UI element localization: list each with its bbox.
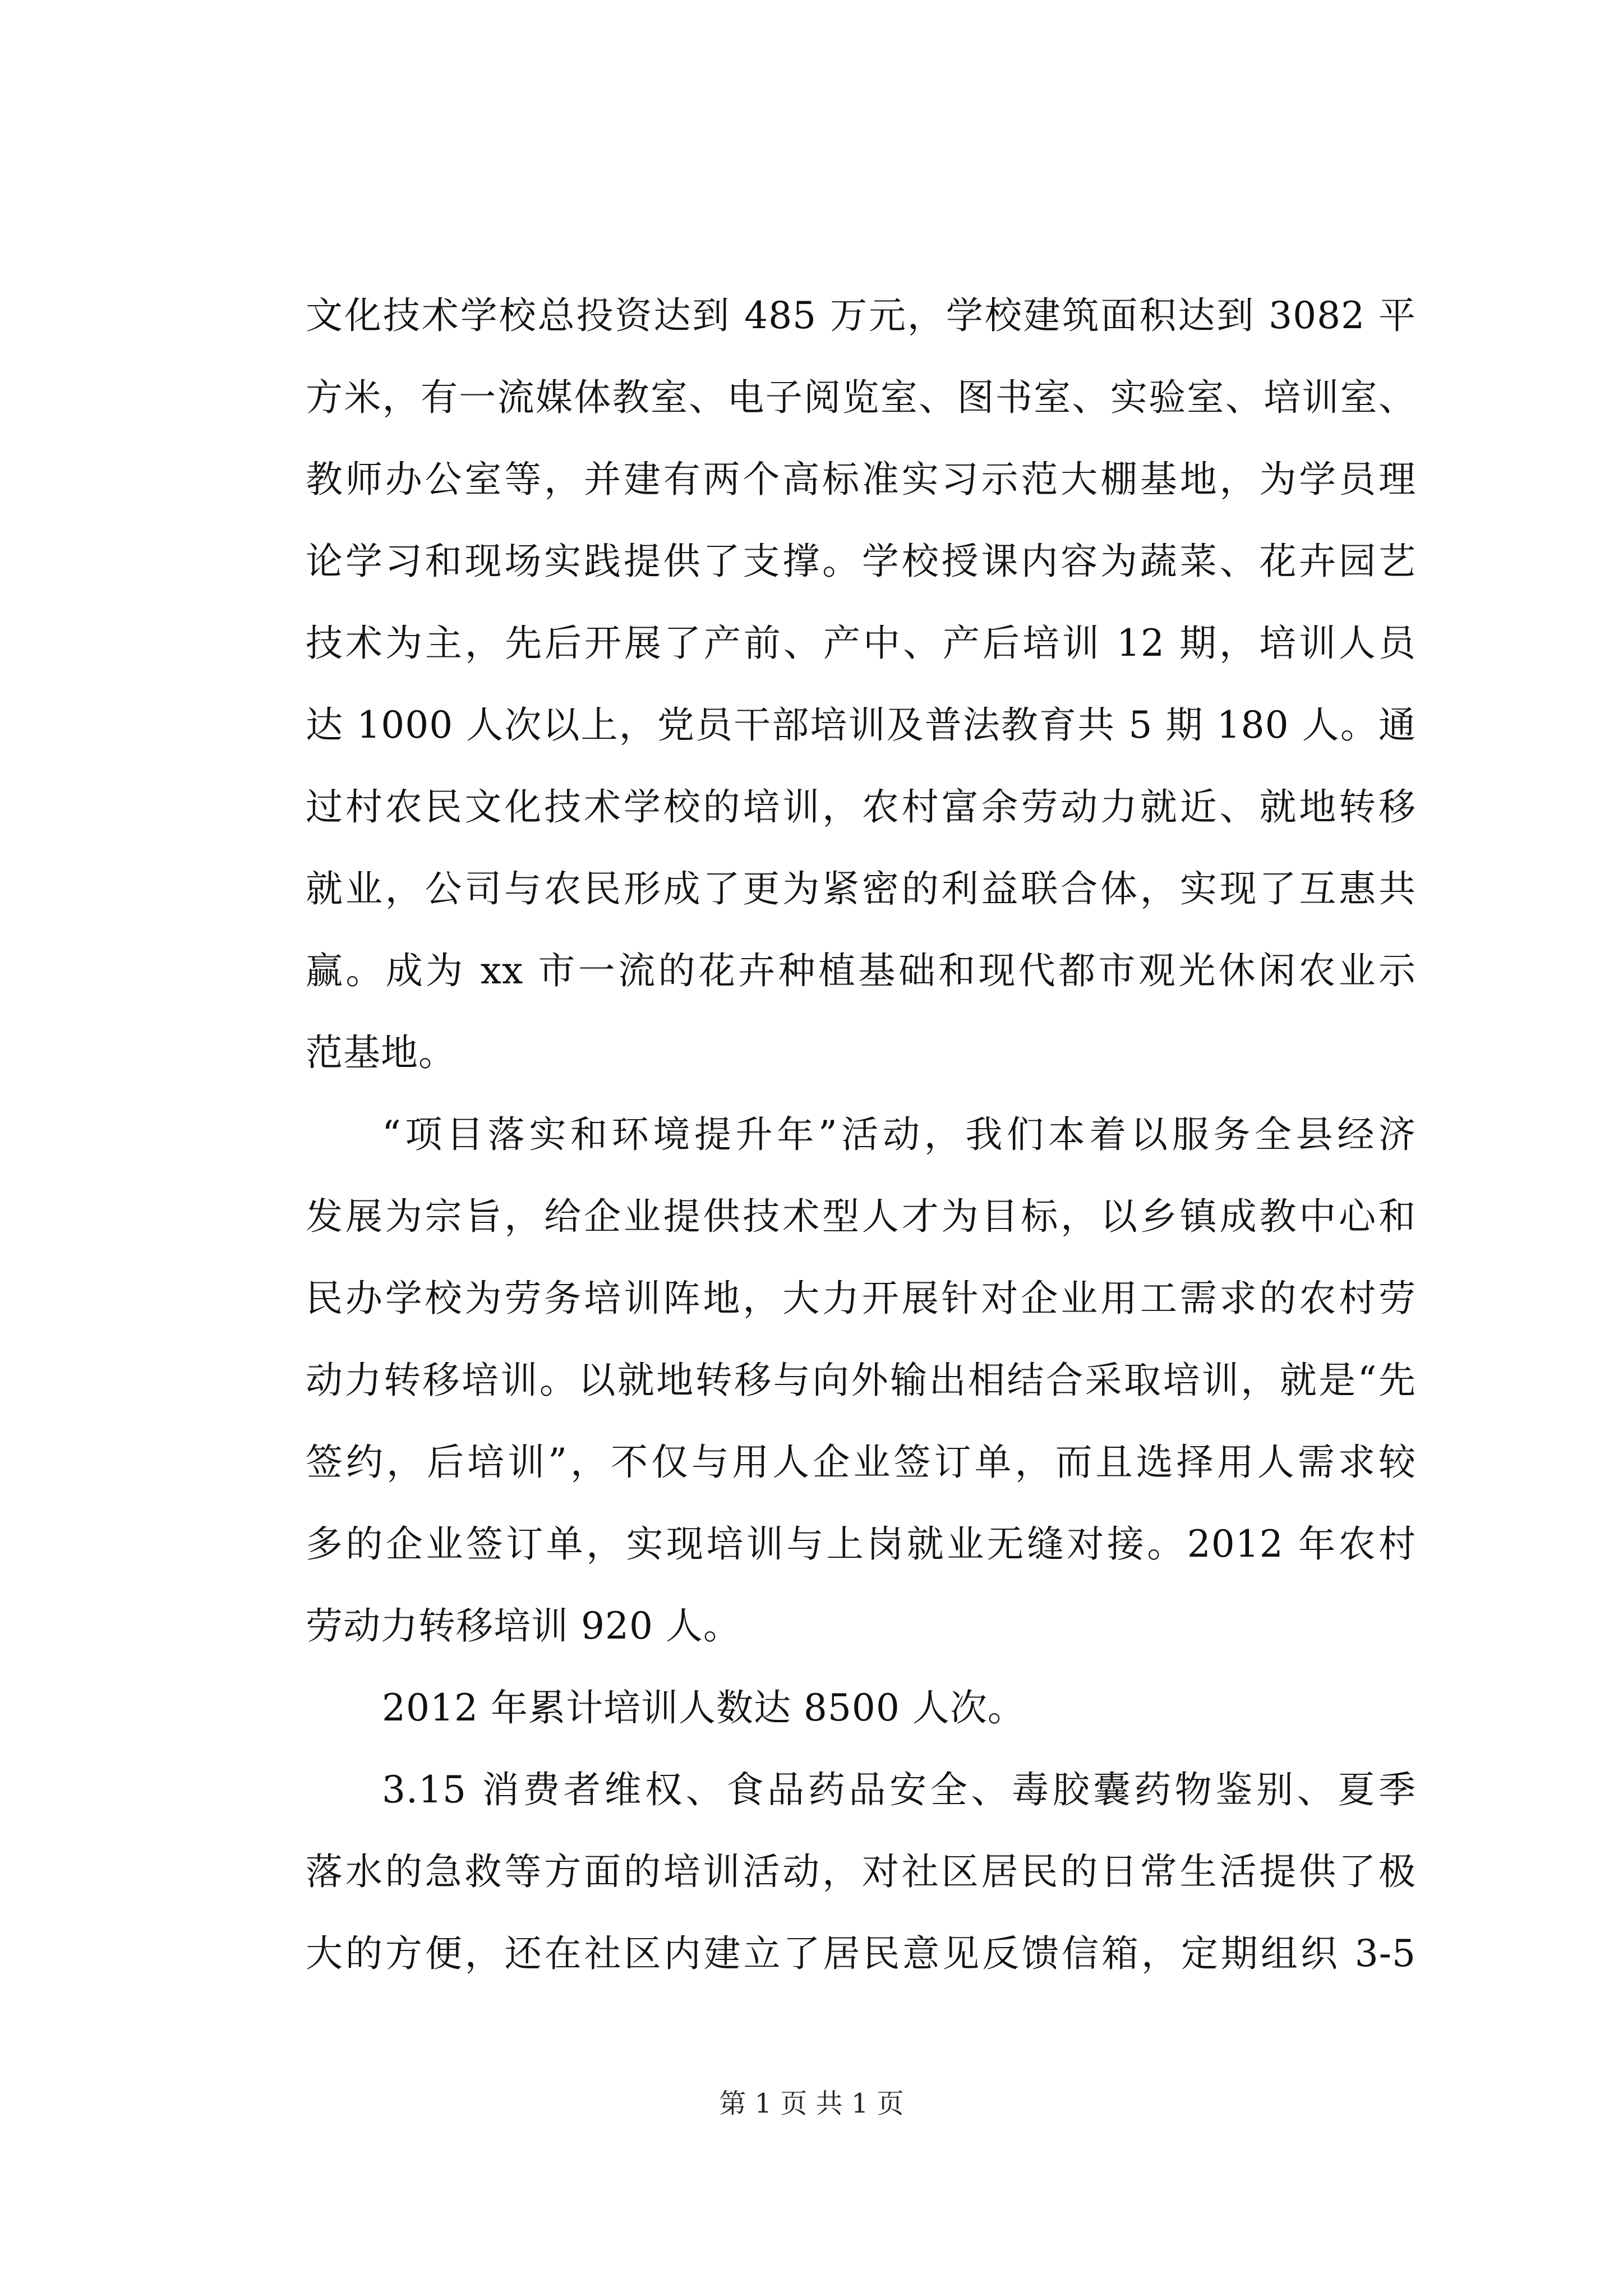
text-line: 赢。成为 xx 市一流的花卉种植基础和现代都市观光休闲农业示: [306, 949, 1416, 992]
text-line: 技术为主，先后开展了产前、产中、产后培训 12 期，培训人员: [306, 622, 1416, 665]
text-line: 落水的急救等方面的培训活动，对社区居民的日常生活提供了极: [306, 1850, 1416, 1893]
text-line: 民办学校为劳务培训阵地，大力开展针对企业用工需求的农村劳: [306, 1277, 1416, 1320]
paragraph-first-line: 2012 年累计培训人数达 8500 人次。: [382, 1686, 1025, 1729]
text-line: 就业，公司与农民形成了更为紧密的利益联合体，实现了互惠共: [306, 867, 1416, 910]
text-line: 签约，后培训”，不仅与用人企业签订单，而且选择用人需求较: [306, 1441, 1416, 1484]
paragraph-first-line: “项目落实和环境提升年”活动，我们本着以服务全县经济: [382, 1113, 1416, 1156]
text-line: 发展为宗旨，给企业提供技术型人才为目标，以乡镇成教中心和: [306, 1195, 1416, 1238]
text-line: 劳动力转移培训 920 人。: [306, 1604, 741, 1648]
document-body: [306, 275, 1416, 1995]
text-line: 动力转移培训。以就地转移与向外输出相结合采取培训，就是“先: [306, 1359, 1416, 1402]
paragraph-first-line: 3.15 消费者维权、食品药品安全、毒胶囊药物鉴别、夏季: [382, 1768, 1416, 1811]
text-line: 大的方便，还在社区内建立了居民意见反馈信箱，定期组织 3-5: [306, 1932, 1416, 1975]
text-line: 文化技术学校总投资达到 485 万元，学校建筑面积达到 3082 平: [306, 294, 1416, 337]
text-line: 教师办公室等，并建有两个高标准实习示范大棚基地，为学员理: [306, 458, 1416, 501]
text-line: 范基地。: [306, 1031, 456, 1074]
text-line: 多的企业签订单，实现培训与上岗就业无缝对接。2012 年农村: [306, 1522, 1416, 1566]
text-line: 方米，有一流媒体教室、电子阅览室、图书室、实验室、培训室、: [306, 376, 1416, 419]
page-footer: 第 1 页 共 1 页: [719, 2088, 904, 2119]
text-line: 论学习和现场实践提供了支撑。学校授课内容为蔬菜、花卉园艺: [306, 540, 1416, 583]
text-line: 达 1000 人次以上，党员干部培训及普法教育共 5 期 180 人。通: [306, 703, 1416, 747]
text-line: 过村农民文化技术学校的培训，农村富余劳动力就近、就地转移: [306, 785, 1416, 829]
